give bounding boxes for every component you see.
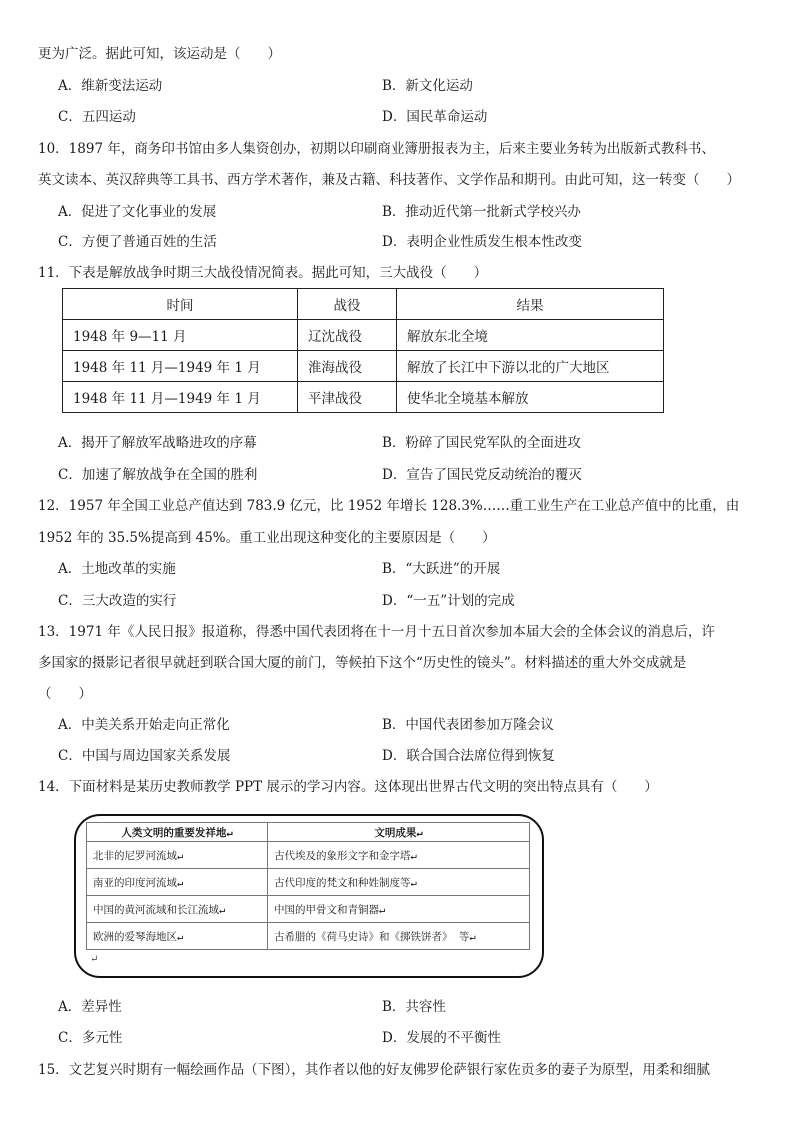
- q9-option-a: A．维新变法运动: [58, 78, 163, 94]
- table-cell: 1948 年 11 月—1949 年 1 月: [63, 351, 298, 382]
- table-row: [63, 320, 664, 351]
- q10-option-b: B．推动近代第一批新式学校兴办: [382, 204, 581, 220]
- q9-option-b: B．新文化运动: [382, 78, 473, 94]
- q11-option-d: D．宣告了国民党反动统治的覆灭: [382, 467, 582, 483]
- table-row: [87, 923, 530, 950]
- table-header-battle: 战役: [298, 289, 397, 320]
- table-header-row: [63, 289, 664, 320]
- q14-option-b: B．共容性: [382, 999, 446, 1015]
- q13-option-d: D．联合国合法席位得到恢复: [382, 748, 555, 764]
- q11-option-a: A．揭开了解放军战略进攻的序幕: [58, 435, 257, 451]
- table-cell: 1948 年 9—11 月: [63, 320, 298, 351]
- table-cell: 古希腊的《荷马史诗》和《掷铁饼者》 等↵: [268, 923, 530, 950]
- table-cell: 中国的甲骨文和青铜器↵: [268, 896, 530, 923]
- q13-stem-line1: 13．1971 年《人民日报》报道称，得悉中国代表团将在十一月十五日首次参加本届大会的全体会议的消息后，许: [38, 624, 715, 640]
- q11-option-c: C．加速了解放战争在全国的胜利: [58, 467, 258, 483]
- q13-stem-line2: 多国家的摄影记者很早就赶到联合国大厦的前门，等候拍下这个“历史性的镜头”。材料描述的重大外交成就是: [38, 655, 687, 671]
- table-cell: 北非的尼罗河流域↵: [87, 842, 268, 869]
- table-cell: 1948 年 11 月—1949 年 1 月: [63, 382, 298, 413]
- table-cell: 解放了长江中下游以北的广大地区: [397, 351, 664, 382]
- table-header-time: 时间: [63, 289, 298, 320]
- table-row: [87, 896, 530, 923]
- table-cell: 淮海战役: [298, 351, 397, 382]
- table-cell: 南亚的印度河流域↵: [87, 869, 268, 896]
- q10-option-c: C．方便了普通百姓的生活: [58, 234, 217, 250]
- q14-option-d: D．发展的不平衡性: [382, 1030, 501, 1046]
- paragraph-mark: ↵: [90, 954, 99, 965]
- table-row: [63, 351, 664, 382]
- q14-option-c: C．多元性: [58, 1030, 123, 1046]
- q10-option-d: D．表明企业性质发生根本性改变: [382, 234, 582, 250]
- q10-stem-line1: 10．1897 年，商务印书馆由多人集资创办，初期以印刷商业簿册报表为主，后来主要业务转为出版新式教科书、: [38, 141, 715, 157]
- q13-option-c: C．中国与周边国家关系发展: [58, 748, 231, 764]
- table-header-achievement: 文明成果↵: [268, 823, 530, 842]
- q11-option-b: B．粉碎了国民党军队的全面进攻: [382, 435, 581, 451]
- q12-stem-line1: 12．1957 年全国工业总产值达到 783.9 亿元，比 1952 年增长 128.3%……重工业生产在工业总产值中的比重，由: [38, 498, 740, 514]
- table-cell: 中国的黄河流域和长江流域↵: [87, 896, 268, 923]
- q12-option-a: A．土地改革的实施: [58, 561, 176, 577]
- table-row: [63, 382, 664, 413]
- q14-civilization-table: [86, 822, 530, 950]
- q14-option-a: A．差异性: [58, 999, 122, 1015]
- table-cell: 古代埃及的象形文字和金字塔↵: [268, 842, 530, 869]
- table-cell: 辽沈战役: [298, 320, 397, 351]
- q12-option-c: C．三大改造的实行: [58, 593, 177, 609]
- q14-stem: 14．下面材料是某历史教师教学 PPT 展示的学习内容。这体现出世界古代文明的突出特点具有（ ）: [38, 779, 658, 795]
- q11-battles-table: [62, 288, 664, 413]
- q12-stem-line2: 1952 年的 35.5%提高到 45%。重工业出现这种变化的主要原因是（ ）: [38, 530, 496, 546]
- q15-stem: 15．文艺复兴时期有一幅绘画作品（下图），其作者以他的好友佛罗伦萨银行家佐贡多的妻子为原型，用柔和细腻: [38, 1062, 710, 1078]
- q13-stem-line3: （ ）: [38, 686, 92, 702]
- table-cell: 解放东北全境: [397, 320, 664, 351]
- table-header-row: [87, 823, 530, 842]
- q13-option-b: B．中国代表团参加万隆会议: [382, 717, 554, 733]
- table-row: [87, 869, 530, 896]
- table-header-result: 结果: [397, 289, 664, 320]
- table-cell: 欧洲的爱琴海地区↵: [87, 923, 268, 950]
- q11-stem: 11．下表是解放战争时期三大战役情况简表。据此可知，三大战役（ ）: [38, 265, 488, 281]
- q10-stem-line2: 英文读本、英汉辞典等工具书、西方学术著作，兼及古籍、科技著作、文学作品和期刊。由此可知，这一转变（ ）: [38, 172, 740, 188]
- table-cell: 古代印度的梵文和种姓制度等↵: [268, 869, 530, 896]
- q12-option-d: D．“一五”计划的完成: [382, 593, 515, 609]
- q12-option-b: B．“大跃进”的开展: [382, 561, 501, 577]
- q10-option-a: A．促进了文化事业的发展: [58, 204, 217, 220]
- table-row: [87, 842, 530, 869]
- q9-option-d: D．国民革命运动: [382, 109, 488, 125]
- q9-text: 更为广泛。据此可知，该运动是（ ）: [38, 46, 281, 62]
- table-cell: 平津战役: [298, 382, 397, 413]
- table-cell: 使华北全境基本解放: [397, 382, 664, 413]
- table-header-origin: 人类文明的重要发祥地↵: [87, 823, 268, 842]
- q9-option-c: C．五四运动: [58, 109, 136, 125]
- q13-option-a: A．中美关系开始走向正常化: [58, 717, 230, 733]
